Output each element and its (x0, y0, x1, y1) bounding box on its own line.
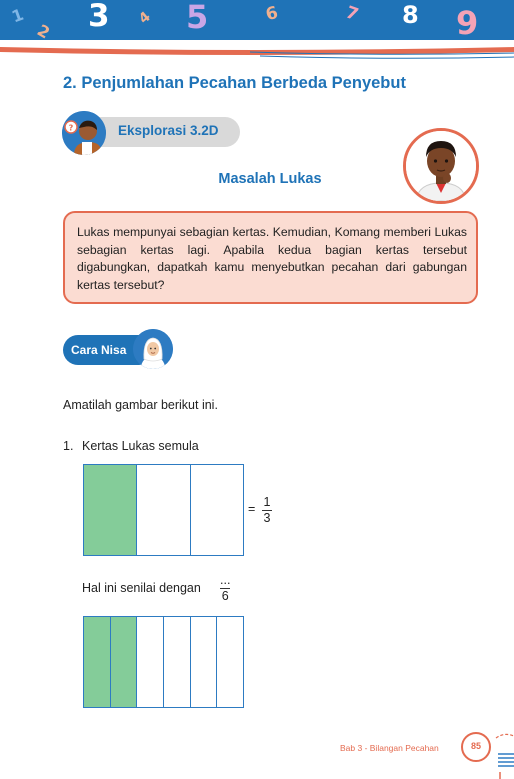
equals-sign: = (248, 502, 256, 516)
unshaded-part (217, 617, 243, 707)
fraction-numerator: 1 (263, 495, 271, 509)
section-title: 2. Penjumlahan Pecahan Berbeda Penyebut (63, 74, 406, 92)
shaded-part (84, 617, 111, 707)
footer-decoration-icon (494, 730, 514, 779)
unshaded-part (164, 617, 191, 707)
header-digit-6: 6 (263, 2, 281, 26)
fraction-numerator: ... (220, 573, 231, 587)
chapter-footer: Bab 3 - Bilangan Pecahan (340, 743, 439, 753)
header-digit-4: 4 (135, 8, 154, 28)
instruction-text: Amatilah gambar berikut ini. (63, 398, 218, 412)
header-digit-1: 1 (9, 4, 27, 27)
equivalence-text: Hal ini senilai dengan (82, 581, 201, 595)
item-number: 1. (63, 439, 74, 453)
nisa-avatar-icon (133, 329, 173, 369)
unshaded-part (191, 465, 243, 555)
shaded-part (111, 617, 138, 707)
fraction-blank-sixths (220, 574, 230, 603)
header-banner (0, 0, 514, 62)
lukas-portrait-icon (403, 128, 479, 204)
page-number: 85 (470, 741, 481, 751)
fraction-one-third (262, 496, 272, 525)
problem-text: Lukas mempunyai sebagian kertas. Kemudian, Komang memberi Lukas sebagian kertas lagi. Apabila kedua bagian kertas tersebut digabungkan, dapatkah kamu menyebutkan pecahan dari gabungan kertas tersebut? (77, 225, 467, 292)
fraction-bar-thirds (83, 464, 244, 556)
fraction-bar-sixths (83, 616, 244, 708)
problem-title: Masalah Lukas (218, 171, 322, 187)
lukas-thinking-avatar-icon (62, 111, 106, 155)
method-label: Cara Nisa (71, 343, 127, 357)
header-digit-9: 9 (456, 4, 479, 42)
unshaded-part (137, 617, 164, 707)
unshaded-part (191, 617, 218, 707)
header-digit-8: 8 (402, 1, 419, 29)
svg-text:?: ? (68, 123, 74, 133)
exploration-label: Eksplorasi 3.2D (118, 123, 219, 138)
item-label: Kertas Lukas semula (82, 439, 199, 453)
header-digit-5: 5 (186, 0, 209, 36)
header-digit-7: 7 (342, 2, 361, 26)
header-digit-2: 2 (33, 20, 54, 43)
unshaded-part (137, 465, 190, 555)
fraction-denominator: 6 (221, 589, 229, 603)
header-digit-3: 3 (88, 0, 110, 34)
fraction-denominator: 3 (263, 511, 271, 525)
shaded-part (84, 465, 137, 555)
